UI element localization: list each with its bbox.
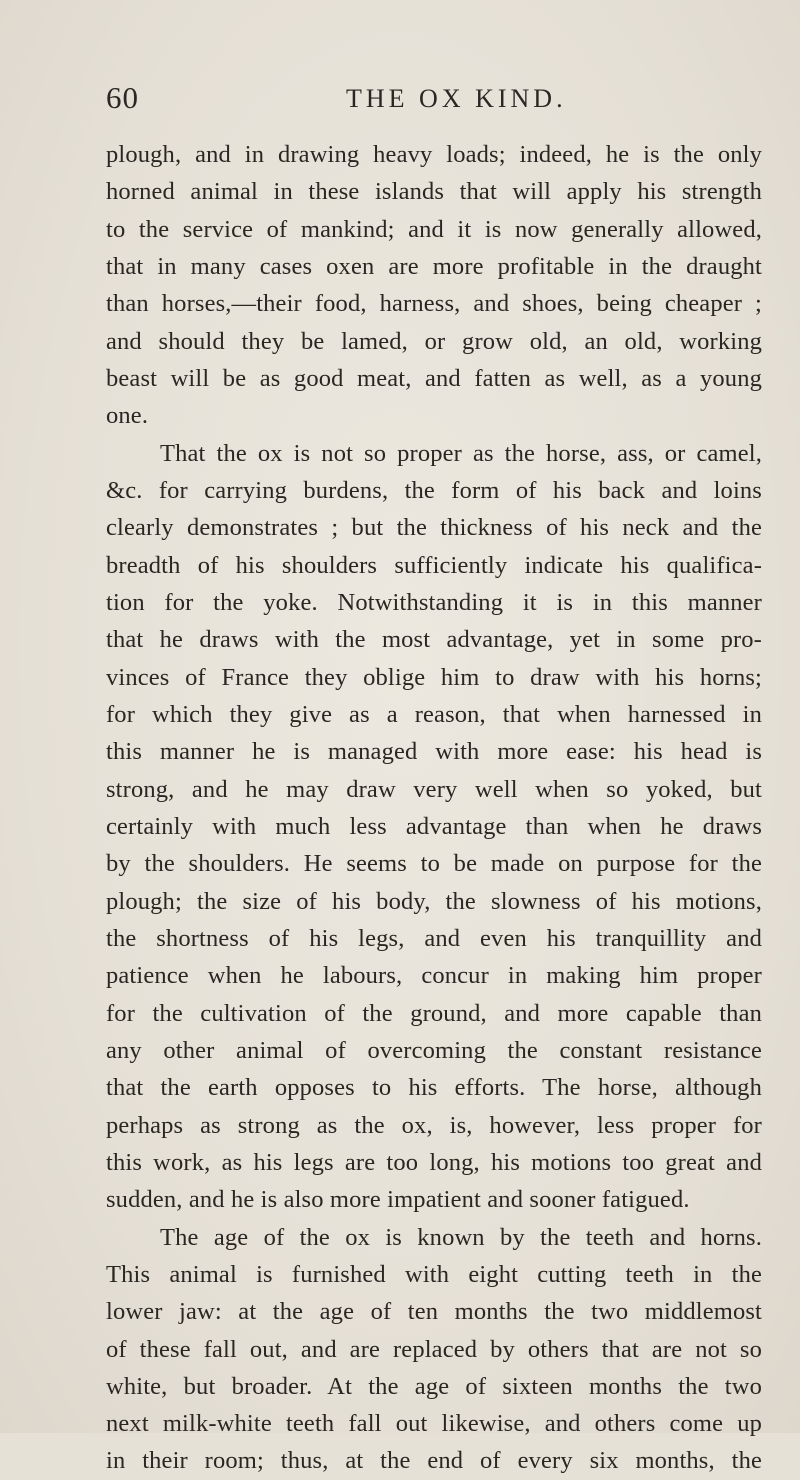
text-line: breadth of his shoulders sufficiently indicate his qualifica-	[106, 551, 762, 579]
text-line: this manner he is managed with more ease: his head is	[106, 738, 762, 766]
text-line: plough, and in drawing heavy loads; indeed, he is the only	[106, 141, 762, 168]
text-line: that in many cases oxen are more profitable in the draught	[106, 252, 762, 280]
text-line: that the earth opposes to his efforts. The horse, although	[106, 1074, 762, 1102]
text-line: for which they give as a reason, that when harnessed in	[106, 700, 762, 728]
text-line: perhaps as strong as the ox, is, however, less proper for	[106, 1111, 762, 1139]
text-line: &c. for carrying burdens, the form of his back and loins	[106, 476, 762, 504]
text-line: lower jaw: at the age of ten months the two middlemost	[106, 1298, 762, 1326]
text-line: by the shoulders. He seems to be made on purpose for the	[106, 850, 762, 878]
text-line: in their room; thus, at the end of every six months, the	[106, 1447, 762, 1475]
text-line: This animal is furnished with eight cutting teeth in the	[106, 1260, 762, 1288]
text-line: beast will be as good meat, and fatten as well, as a young	[106, 364, 762, 392]
text-line: plough; the size of his body, the slowness of his motions,	[106, 887, 762, 915]
text-line: sudden, and he is also more impatient and sooner fatigued.	[106, 1186, 690, 1214]
text-line: tion for the yoke. Notwithstanding it is in this manner	[106, 588, 762, 616]
text-line: next milk-white teeth fall out likewise, and others come up	[106, 1410, 762, 1438]
text-line: any other animal of overcoming the constant resistance	[106, 1036, 762, 1064]
text-line: strong, and he may draw very well when so yoked, but	[106, 775, 762, 803]
text-line: The age of the ox is known by the teeth and horns.	[160, 1223, 762, 1251]
text-line: patience when he labours, concur in making him proper	[106, 962, 762, 990]
text-line: clearly demonstrates ; but the thickness of his neck and the	[106, 514, 762, 542]
text-line: to the service of mankind; and it is now generally allowed,	[106, 215, 762, 243]
text-line: vinces of France they oblige him to draw with his horns;	[106, 663, 762, 691]
text-line: of these fall out, and are replaced by others that are not so	[106, 1335, 762, 1363]
text-line: the shortness of his legs, and even his tranquillity and	[106, 924, 762, 952]
page-number: 60	[106, 80, 139, 115]
text-line: certainly with much less advantage than when he draws	[106, 812, 762, 840]
text-line: than horses,—their food, harness, and shoes, being cheaper ;	[106, 290, 762, 318]
page-header	[0, 80, 800, 120]
text-line: and should they be lamed, or grow old, an old, working	[106, 327, 762, 355]
body-text	[106, 136, 762, 1480]
text-line: white, but broader. At the age of sixteen months the two	[106, 1372, 762, 1400]
running-title: THE OX KIND.	[346, 84, 567, 113]
text-line: That the ox is not so proper as the horse, ass, or camel,	[160, 439, 762, 467]
text-line: for the cultivation of the ground, and more capable than	[106, 999, 762, 1027]
text-line: horned animal in these islands that will apply his strength	[106, 178, 762, 206]
text-line: that he draws with the most advantage, yet in some pro-	[106, 626, 762, 654]
text-line: this work, as his legs are too long, his motions too great and	[106, 1148, 762, 1176]
text-line: one.	[106, 402, 149, 430]
